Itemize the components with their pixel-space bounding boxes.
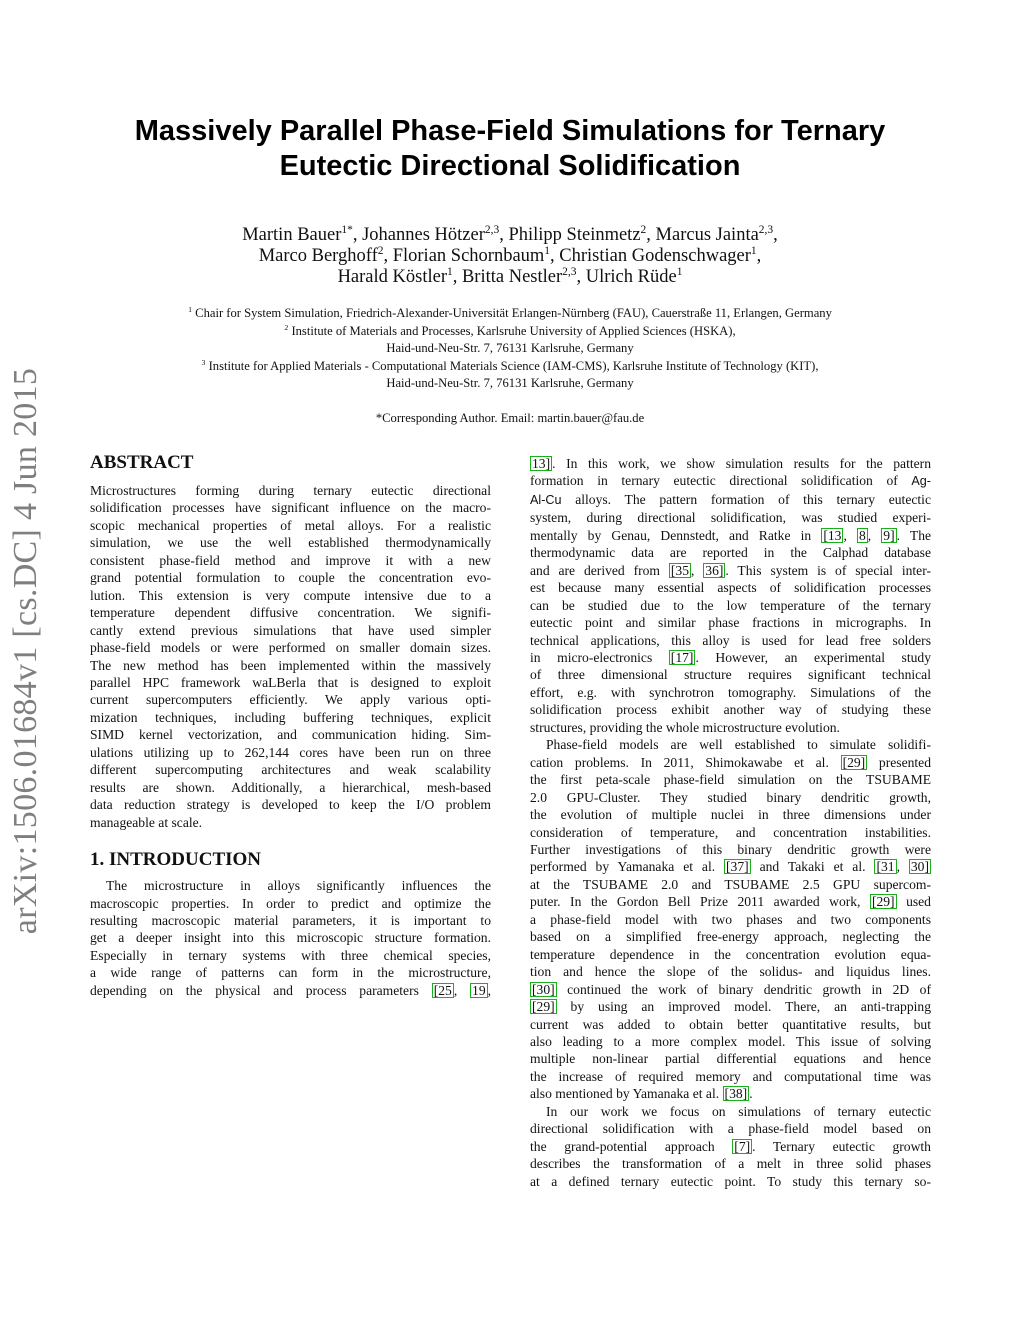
body-line: structures, providing the whole microstructure evolution. (530, 719, 840, 735)
intro-line: The microstructure in alloys significantly influences the (106, 878, 491, 894)
intro-line: resulting macroscopic material parameters, it is important to (90, 912, 491, 928)
abstract-line: results are shown. Additionally, a hierarchical, mesh-based (90, 779, 491, 795)
intro-line: a wide range of patterns can form in the microstructure, (90, 965, 491, 981)
citation-link[interactable]: 36] (705, 562, 724, 578)
body-line: puter. In the Gordon Bell Prize 2011 awarded work, [29] used (530, 894, 931, 910)
abstract-line: Microstructures forming during ternary eutectic directional (90, 483, 491, 498)
affiliation-2: $^2$ Institute of Materials and Processes, Karlsruhe University of Applied Sciences (HSKA), (284, 322, 736, 338)
body-line: 2.0 GPU-Cluster. They studied binary dendritic growth, (530, 789, 931, 805)
body-line: tion and hence the slope of the solidus- and liquidus lines. (530, 964, 931, 980)
body-line: cation problems. In 2011, Shimokawabe et al. [29] presented (530, 754, 931, 770)
citation-link[interactable]: 30] (910, 859, 929, 875)
citation-link[interactable]: [17] (670, 649, 694, 665)
author-line-2: Marco Berghoff$^2$, Florian Schornbaum$^1$, Christian Godenschwager$^1$, (258, 244, 762, 266)
citation-link[interactable]: 13] (532, 456, 551, 471)
abstract-line: current supercomputers efficiently. We apply various opti- (90, 692, 491, 708)
abstract-line: lution. This extension is very compute intensive due to a (90, 587, 491, 603)
author-list (100, 225, 920, 288)
title-line-1: Massively Parallel Phase-Field Simulations for Ternary (134, 115, 886, 147)
corresponding-author: *Corresponding Author. Email: martin.bauer@fau.de (375, 411, 645, 425)
body-line: performed by Yamanaka et al. [37] and Takaki et al. [31 , 30] (530, 859, 929, 875)
abstract-heading: ABSTRACT (90, 452, 194, 473)
affiliation-1: $^1$ Chair for System Simulation, Friedrich-Alexander-Universität Erlangen-Nürnberg (FAU), Cauerstraße 11, Erlangen, Germany (188, 304, 832, 320)
citation-link[interactable]: [25 (433, 982, 452, 998)
body-line: consideration of temperature, and concentration instabilities. (530, 824, 931, 840)
body-line: can be studied due to the low temperature of the ternary (530, 597, 931, 613)
abstract-line: mization techniques, including buffering techniques, explicit (90, 709, 491, 725)
body-line: in micro-electronics [17] . However, an experimental study (530, 649, 931, 665)
body-line: Phase-field models are well established to simulate solidifi- (546, 737, 931, 753)
affiliation-2-address: Haid-und-Neu-Str. 7, 76131 Karlsruhe, Germany (386, 341, 634, 356)
abstract-line: simulation, we use the well established thermodynamically (90, 535, 491, 551)
body-line: system, during directional solidification, was studied experi- (530, 510, 931, 526)
citation-link[interactable]: [35 (670, 562, 690, 578)
citation-link[interactable]: 8 (858, 527, 866, 543)
abstract-line: The new method has been implemented within the massively (90, 657, 491, 673)
body-line: at the TSUBAME 2.0 and TSUBAME 2.5 GPU supercom- (530, 876, 931, 892)
introduction-body (90, 877, 491, 999)
abstract-body (90, 482, 491, 831)
paragraph-1 (530, 455, 931, 736)
abstract-line: solidification processes have significant influence on the macro- (90, 500, 491, 516)
citation-link[interactable]: [13 (823, 527, 842, 543)
citation-link[interactable]: [31 (876, 859, 895, 875)
body-line: Further investigations of this binary dendritic growth were (530, 841, 931, 857)
citation-link[interactable]: 9] (883, 527, 895, 543)
body-line: 13] . In this work, we show simulation results for the pattern (532, 456, 931, 471)
body-line: est because many essential aspects of solidification processes (530, 580, 931, 596)
affiliations (80, 305, 940, 393)
abstract-line: temperature dependent diffusive concentration. We signifi- (90, 605, 491, 621)
body-line: directional solidification with a phase-field model based on (530, 1121, 931, 1137)
citation-link[interactable]: [29] (532, 999, 555, 1015)
abstract-line: parallel HPC framework waLBerla that is designed to exploit (90, 674, 491, 690)
body-line: [29] by using an improved model. There, an anti-trapping (532, 999, 931, 1015)
body-line: effort, e.g. with synchrotron tomography. Simulations of the (530, 684, 931, 700)
citation-link[interactable]: [7] (734, 1138, 751, 1154)
abstract-line: manageable at scale. (90, 814, 203, 830)
intro-line: get a deeper insight into this microscopic structure formation. (90, 930, 491, 946)
abstract-line: data reduction strategy is developed to keep the I/O problem (90, 797, 491, 813)
abstract-line: grand potential formulation to couple the concentration evo- (90, 570, 491, 586)
body-line: also mentioned by Yamanaka et al. [38] . (530, 1086, 753, 1102)
body-line: describes the transformation of a melt in three solid phases (530, 1156, 931, 1172)
author-line-1: Martin Bauer$^{1*}$, Johannes Hötzer$^{2,3}$, Philipp Steinmetz$^2$, Marcus Jainta$^{2,3}$, (242, 223, 778, 245)
intro-line: Especially in ternary systems with three chemical species, (90, 947, 491, 963)
body-line: formation in ternary eutectic directional solidification of Ag- (530, 473, 931, 489)
abstract-line: scopic mechanical properties of metal alloys. For a realistic (90, 517, 491, 533)
body-line: eutectic point and similar phase fractions in micrographs. In (530, 615, 931, 631)
body-line: solidification process exhibit another way of studying these (530, 702, 931, 718)
citation-link[interactable]: [29] (871, 894, 895, 910)
author-line-3: Harald Köstler$^1$, Britta Nestler$^{2,3}$, Ulrich Rüde$^1$ (337, 265, 683, 287)
body-line: current was added to obtain better quantitative results, but (530, 1016, 931, 1032)
body-line: mentally by Genau, Dennstedt, and Ratke in [13 , 8 , 9] . The (530, 527, 931, 543)
body-line: multiple non-linear partial differential equations and hence (530, 1051, 931, 1067)
abstract-line: ulations utilizing up to 262,144 cores have been run on three (90, 744, 491, 760)
affiliation-3-address: Haid-und-Neu-Str. 7, 76131 Karlsruhe, Germany (386, 376, 634, 391)
body-line: based on a simplified free-energy approach, neglecting the (530, 929, 931, 945)
body-line: the first peta-scale phase-field simulation on the TSUBAME (530, 772, 931, 788)
abstract-line: consistent phase-field method and improve it with a new (90, 552, 491, 568)
body-line: thermodynamic data are reported in the Calphad database (530, 545, 931, 561)
body-line: In our work we focus on simulations of ternary eutectic (546, 1103, 931, 1119)
body-line: the grand-potential approach [7] . Ternary eutectic growth (530, 1138, 931, 1154)
body-line: the evolution of multiple nuclei in three dimensions under (530, 807, 931, 823)
introduction-heading: 1. INTRODUCTION (90, 849, 262, 871)
citation-link[interactable]: [30] (532, 981, 555, 997)
abstract-line: cantly extend previous simulations that have used simpler (90, 622, 491, 638)
intro-line: depending on the physical and process parameters [25 , 19 , (90, 982, 491, 998)
left-column (90, 452, 491, 999)
paragraph-2 (530, 736, 931, 1103)
body-line: technical applications, this alloy is used for lead free solders (530, 632, 931, 648)
body-line: Al-Cu alloys. The pattern formation of this ternary eutectic (530, 491, 931, 507)
body-line: of three dimensional structure requires significant technical (530, 667, 931, 683)
paragraph-3 (530, 1103, 931, 1190)
citation-link[interactable]: [29] (842, 754, 866, 770)
body-line: at a defined ternary eutectic point. To study this ternary so- (530, 1173, 931, 1189)
right-column (530, 455, 931, 1190)
citation-link[interactable]: [38] (724, 1086, 748, 1102)
abstract-line: SIMD kernel vectorization, and communication hiding. Sim- (90, 727, 491, 743)
affiliation-3: $^3$ Institute for Applied Materials - Computational Materials Science (IAM-CMS), Karlsruhe Institute of Technology (KIT), (201, 357, 819, 373)
paper-title (100, 114, 920, 184)
abstract-line: phase-field models or were performed on smaller domain sizes. (90, 640, 491, 656)
intro-line: macroscopic properties. In order to predict and optimize the (90, 895, 491, 911)
body-line: also leading to a more complex model. This issue of solving (530, 1033, 931, 1049)
body-line: the increase of required memory and computational time was (530, 1068, 931, 1084)
body-line: and are derived from [35 , 36] . This system is of special inter- (530, 562, 931, 578)
citation-link[interactable]: [37] (726, 859, 749, 875)
title-line-2: Eutectic Directional Solidification (279, 150, 741, 182)
body-line: a phase-field model with two phases and two components (530, 911, 931, 927)
body-line: temperature dependence in the concentration evolution equa- (530, 946, 931, 962)
abstract-line: different supercomputing architectures and weak scalability (90, 762, 491, 778)
citation-link[interactable]: 19 (472, 982, 486, 998)
body-line: [30] continued the work of binary dendritic growth in 2D of (532, 981, 931, 997)
